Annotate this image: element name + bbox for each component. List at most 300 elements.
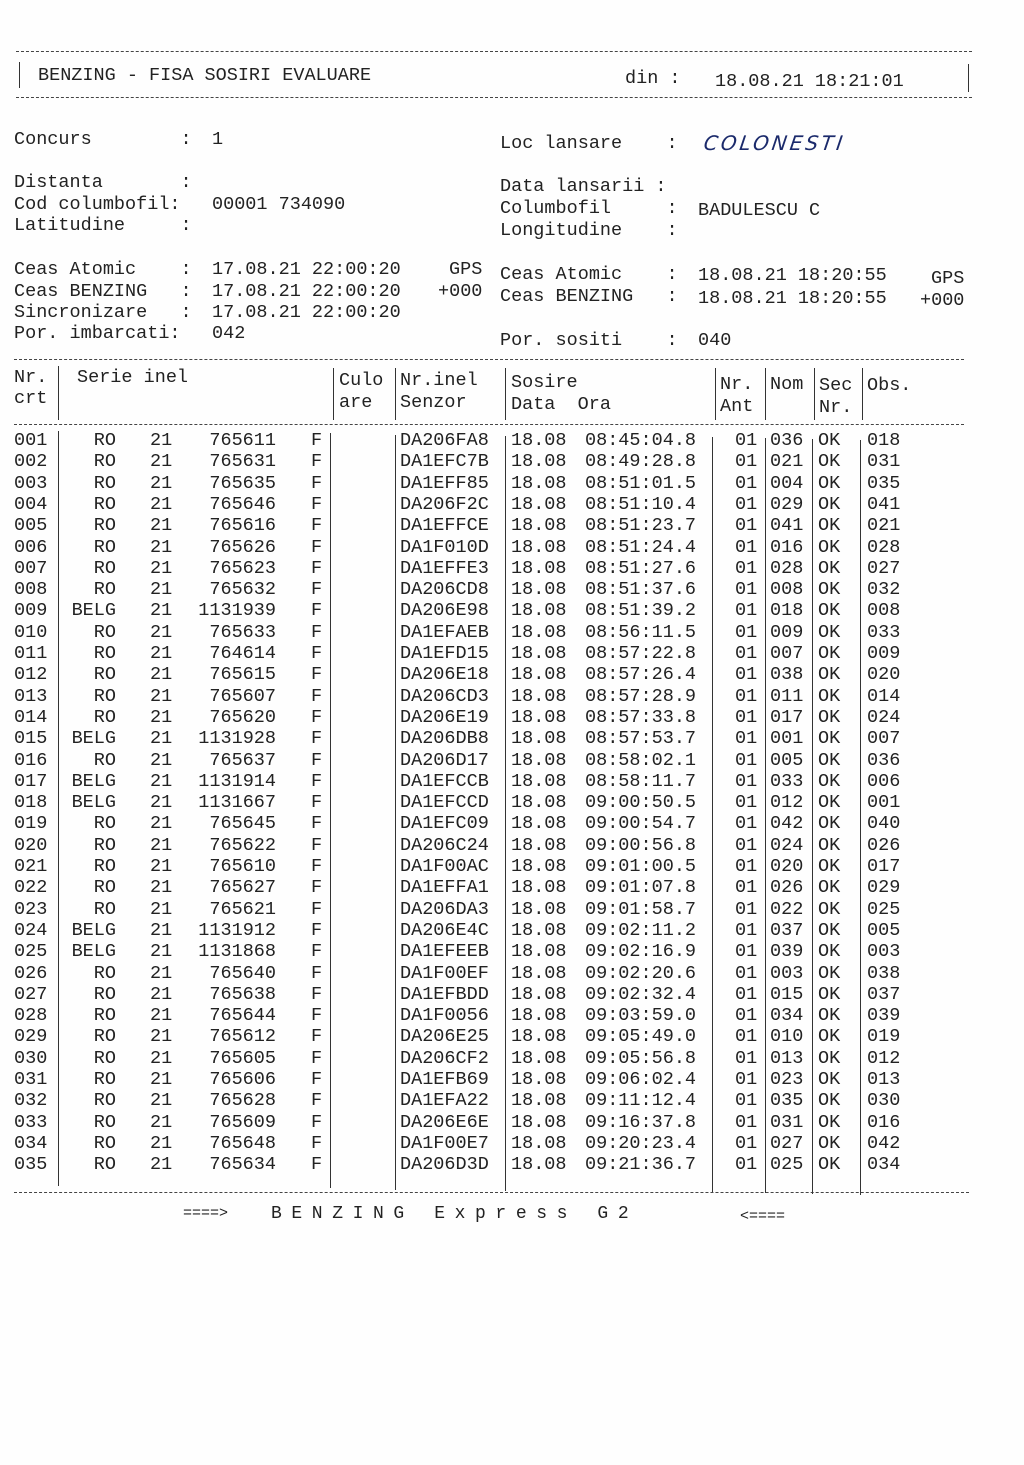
- cell-an: 21: [150, 983, 173, 1005]
- cell-tara: BELG: [71, 792, 116, 814]
- cell-inel: 765605: [209, 1047, 276, 1069]
- cell-nom: 004: [770, 472, 804, 494]
- cell-an: 21: [150, 600, 173, 622]
- cell-senzor: DA206D17: [400, 749, 489, 771]
- cell-obs: 030: [867, 1090, 901, 1112]
- cell-inel: 765633: [209, 621, 276, 643]
- cell-sec: OK: [818, 557, 841, 579]
- cell-senzor: DA206D3D: [400, 1154, 489, 1176]
- cell-sec: OK: [818, 834, 841, 856]
- cell-nom: 016: [770, 536, 804, 558]
- ceas-benzing-start-label: Ceas BENZING :: [14, 281, 192, 302]
- col-line-nom: [814, 368, 815, 420]
- cell-sec: OK: [818, 813, 841, 835]
- cell-tara: RO: [93, 557, 116, 579]
- cell-senzor: DA1EFFE3: [400, 557, 489, 579]
- cell-senzor: DA206E18: [400, 664, 489, 686]
- cell-obs: 027: [867, 557, 901, 579]
- table-row: [0, 899, 1000, 920]
- cell-ora: 08:57:53.7: [585, 728, 697, 750]
- cell-an: 21: [150, 1047, 173, 1069]
- cell-sex: F: [311, 962, 323, 984]
- cell-sex: F: [311, 685, 323, 707]
- cod-columbofil-value: 00001 734090: [212, 194, 346, 215]
- cell-sex: F: [311, 1069, 323, 1090]
- cell-sec: OK: [818, 621, 841, 643]
- cell-data: 18.08: [511, 813, 567, 835]
- cell-ant: 01: [735, 557, 758, 579]
- cell-an: 21: [150, 706, 173, 728]
- table-row: [0, 1069, 1000, 1090]
- distanta-label: Distanta :: [14, 172, 192, 193]
- table-top-border: [14, 359, 964, 360]
- cell-tara: BELG: [71, 770, 116, 792]
- cell-obs: 035: [867, 472, 901, 494]
- cell-senzor: DA206CF2: [400, 1047, 489, 1069]
- cell-tara: RO: [93, 1111, 116, 1133]
- cell-inel: 765620: [209, 706, 276, 728]
- cell-an: 21: [150, 536, 173, 558]
- table-row: [0, 877, 1000, 898]
- footer-brand: BENZING Express G2: [271, 1204, 639, 1224]
- cell-nr: 015: [14, 728, 48, 750]
- cell-tara: RO: [93, 536, 116, 558]
- cell-nr: 024: [14, 919, 48, 941]
- cell-nom: 038: [770, 664, 804, 686]
- cell-sec: OK: [818, 1111, 841, 1133]
- col-line-culo-left: [333, 368, 334, 420]
- cell-senzor: DA206F2C: [400, 493, 489, 515]
- cell-ant: 01: [735, 664, 758, 686]
- cell-nr: 001: [14, 430, 48, 451]
- cell-nom: 009: [770, 621, 804, 643]
- loc-lansare-handwritten: COLONESTI: [702, 131, 848, 155]
- table-row: [0, 941, 1000, 962]
- cell-sex: F: [311, 770, 323, 792]
- cell-ant: 01: [735, 1005, 758, 1027]
- cell-ant: 01: [735, 749, 758, 771]
- table-row: [0, 1112, 1000, 1133]
- cell-tara: RO: [93, 834, 116, 856]
- cell-ora: 08:57:26.4: [585, 664, 697, 686]
- cell-nr: 031: [14, 1069, 48, 1090]
- cell-tara: RO: [93, 1090, 116, 1112]
- cell-ora: 08:56:11.5: [585, 621, 697, 643]
- document-title: BENZING - FISA SOSIRI EVALUARE: [38, 65, 372, 86]
- cell-ant: 01: [735, 1090, 758, 1112]
- cell-sec: OK: [818, 536, 841, 558]
- cell-sec: OK: [818, 1047, 841, 1069]
- cell-nom: 012: [770, 792, 804, 814]
- cell-sec: OK: [818, 941, 841, 963]
- cell-sex: F: [311, 941, 323, 963]
- header-sec-line2: Nr.: [819, 397, 853, 418]
- table-row: [0, 920, 1000, 941]
- cell-obs: 038: [867, 962, 901, 984]
- cell-sec: OK: [818, 728, 841, 750]
- cell-tara: RO: [93, 983, 116, 1005]
- cell-senzor: DA1EFF85: [400, 472, 489, 494]
- cell-sex: F: [311, 579, 323, 601]
- cell-tara: RO: [93, 579, 116, 601]
- cell-nr: 027: [14, 983, 48, 1005]
- cell-ant: 01: [735, 451, 758, 473]
- columbofil-label: Columbofil :: [500, 198, 678, 219]
- cell-inel: 765632: [209, 579, 276, 601]
- cell-senzor: DA1EFD15: [400, 643, 489, 664]
- concurs-label: Concurs :: [14, 129, 192, 150]
- cell-data: 18.08: [511, 856, 567, 877]
- cell-inel: 765646: [209, 493, 276, 515]
- cell-nom: 027: [770, 1132, 804, 1154]
- cell-nom: 001: [770, 728, 804, 750]
- table-row: [0, 750, 1000, 771]
- header-nrinel-line2: Senzor: [400, 392, 467, 413]
- cell-nr: 019: [14, 813, 48, 835]
- cell-senzor: DA1F00E7: [400, 1132, 489, 1154]
- cell-ora: 08:51:39.2: [585, 600, 697, 622]
- table-row: [0, 813, 1000, 834]
- cell-nr: 032: [14, 1090, 48, 1112]
- cell-sex: F: [311, 430, 323, 451]
- cell-senzor: DA206DB8: [400, 728, 489, 750]
- cell-nr: 012: [14, 664, 48, 686]
- table-row: [0, 835, 1000, 856]
- cell-inel: 765609: [209, 1111, 276, 1133]
- cell-an: 21: [150, 579, 173, 601]
- cell-obs: 012: [867, 1047, 901, 1069]
- cell-obs: 026: [867, 834, 901, 856]
- cell-senzor: DA1EFBDD: [400, 983, 489, 1005]
- cell-an: 21: [150, 451, 173, 473]
- cell-inel: 765626: [209, 536, 276, 558]
- cell-an: 21: [150, 515, 173, 537]
- cell-nom: 039: [770, 941, 804, 963]
- ceas-atomic-start-value: 17.08.21 22:00:20: [212, 259, 401, 280]
- ceas-atomic-start-label: Ceas Atomic :: [14, 259, 192, 280]
- cell-tara: RO: [93, 664, 116, 686]
- cell-ora: 08:51:23.7: [585, 515, 697, 537]
- table-row: [0, 963, 1000, 984]
- cell-sec: OK: [818, 600, 841, 622]
- header-nr-line2: crt: [14, 388, 48, 409]
- cell-an: 21: [150, 557, 173, 579]
- cell-tara: RO: [93, 898, 116, 920]
- cell-ant: 01: [735, 1026, 758, 1048]
- header-culoare-line2: are: [339, 392, 373, 413]
- ceas-benzing-end-label: Ceas BENZING :: [500, 286, 678, 307]
- cell-data: 18.08: [511, 1090, 567, 1112]
- cell-senzor: DA1EFC09: [400, 813, 489, 835]
- cell-ant: 01: [735, 600, 758, 622]
- cell-data: 18.08: [511, 877, 567, 899]
- cell-inel: 765637: [209, 749, 276, 771]
- cell-obs: 007: [867, 728, 901, 750]
- cell-nom: 022: [770, 898, 804, 920]
- cell-nom: 042: [770, 813, 804, 835]
- cell-nom: 020: [770, 856, 804, 877]
- cell-obs: 020: [867, 664, 901, 686]
- cell-data: 18.08: [511, 1005, 567, 1027]
- cell-sec: OK: [818, 749, 841, 771]
- table-row: [0, 494, 1000, 515]
- cell-data: 18.08: [511, 983, 567, 1005]
- ceas-benzing-end-suffix: +000: [920, 290, 965, 311]
- cell-an: 21: [150, 941, 173, 963]
- table-header-bottom-border: [14, 424, 964, 425]
- cell-sec: OK: [818, 472, 841, 494]
- cell-ora: 09:21:36.7: [585, 1154, 697, 1176]
- cell-nom: 033: [770, 770, 804, 792]
- cell-data: 18.08: [511, 472, 567, 494]
- cell-sex: F: [311, 664, 323, 686]
- cell-tara: RO: [93, 621, 116, 643]
- cell-obs: 033: [867, 621, 901, 643]
- cell-inel: 765631: [209, 451, 276, 473]
- cell-nom: 005: [770, 749, 804, 771]
- header-sec-line1: Sec: [819, 375, 853, 396]
- col-line-sec: [862, 368, 863, 420]
- table-row: [0, 622, 1000, 643]
- cell-an: 21: [150, 1090, 173, 1112]
- cell-nr: 005: [14, 515, 48, 537]
- table-row: [0, 771, 1000, 792]
- cell-sec: OK: [818, 515, 841, 537]
- cell-ora: 09:00:54.7: [585, 813, 697, 835]
- cell-ora: 08:51:10.4: [585, 493, 697, 515]
- table-row: [0, 792, 1000, 813]
- cell-inel: 765615: [209, 664, 276, 686]
- cell-inel: 765627: [209, 877, 276, 899]
- cell-senzor: DA1EFCCB: [400, 770, 489, 792]
- cell-nr: 007: [14, 557, 48, 579]
- cell-nom: 010: [770, 1026, 804, 1048]
- cell-obs: 018: [867, 430, 901, 451]
- cell-senzor: DA1EFFA1: [400, 877, 489, 899]
- cell-data: 18.08: [511, 579, 567, 601]
- cell-obs: 014: [867, 685, 901, 707]
- cell-obs: 008: [867, 600, 901, 622]
- cell-sec: OK: [818, 579, 841, 601]
- cell-an: 21: [150, 898, 173, 920]
- cell-inel: 765606: [209, 1069, 276, 1090]
- cell-sec: OK: [818, 877, 841, 899]
- columbofil-value: BADULESCU C: [698, 200, 821, 221]
- cell-nr: 003: [14, 472, 48, 494]
- cell-nr: 028: [14, 1005, 48, 1027]
- cell-ant: 01: [735, 472, 758, 494]
- ceas-atomic-end-value: 18.08.21 18:20:55: [698, 265, 887, 286]
- cell-sec: OK: [818, 706, 841, 728]
- cell-obs: 009: [867, 643, 901, 664]
- cell-ora: 08:49:28.8: [585, 451, 697, 473]
- imbarcati-label: Por. imbarcati:: [14, 323, 181, 344]
- cell-obs: 024: [867, 706, 901, 728]
- cell-nom: 037: [770, 919, 804, 941]
- cell-senzor: DA206FA8: [400, 430, 489, 451]
- cell-tara: BELG: [71, 941, 116, 963]
- header-top-border: [16, 51, 972, 52]
- header-sosire-line2: Data Ora: [511, 394, 611, 415]
- header-ant-line2: Ant: [720, 396, 754, 417]
- cell-sec: OK: [818, 1005, 841, 1027]
- cell-ant: 01: [735, 919, 758, 941]
- table-row: [0, 707, 1000, 728]
- cell-tara: RO: [93, 493, 116, 515]
- header-right-border: [968, 64, 969, 92]
- cell-nr: 014: [14, 706, 48, 728]
- cell-inel: 765607: [209, 685, 276, 707]
- cell-an: 21: [150, 1132, 173, 1154]
- cell-tara: RO: [93, 643, 116, 664]
- cell-data: 18.08: [511, 1111, 567, 1133]
- loc-lansare-label: Loc lansare :: [500, 133, 678, 154]
- cell-ant: 01: [735, 643, 758, 664]
- cell-sex: F: [311, 1111, 323, 1133]
- cell-obs: 003: [867, 941, 901, 963]
- cell-sex: F: [311, 813, 323, 835]
- cell-nom: 007: [770, 643, 804, 664]
- din-value: 18.08.21 18:21:01: [715, 71, 904, 92]
- cell-data: 18.08: [511, 898, 567, 920]
- cell-data: 18.08: [511, 941, 567, 963]
- cell-ant: 01: [735, 834, 758, 856]
- cell-ant: 01: [735, 983, 758, 1005]
- cell-senzor: DA206C24: [400, 834, 489, 856]
- cell-nom: 041: [770, 515, 804, 537]
- cell-sec: OK: [818, 430, 841, 451]
- cell-inel: 765648: [209, 1132, 276, 1154]
- cell-sex: F: [311, 749, 323, 771]
- cell-senzor: DA1EFB69: [400, 1069, 489, 1090]
- cell-an: 21: [150, 792, 173, 814]
- cell-ant: 01: [735, 621, 758, 643]
- cell-obs: 036: [867, 749, 901, 771]
- cell-nr: 021: [14, 856, 48, 877]
- cell-data: 18.08: [511, 664, 567, 686]
- cell-tara: RO: [93, 856, 116, 877]
- cell-ora: 09:20:23.4: [585, 1132, 697, 1154]
- cell-nom: 017: [770, 706, 804, 728]
- cell-ant: 01: [735, 1154, 758, 1176]
- cell-tara: RO: [93, 515, 116, 537]
- cell-an: 21: [150, 1154, 173, 1176]
- cell-data: 18.08: [511, 451, 567, 473]
- cell-senzor: DA1EFEEB: [400, 941, 489, 963]
- cell-inel: 1131912: [198, 919, 276, 941]
- cell-inel: 765635: [209, 472, 276, 494]
- cell-sex: F: [311, 472, 323, 494]
- table-row: [0, 728, 1000, 749]
- cell-senzor: DA206E25: [400, 1026, 489, 1048]
- cell-nr: 029: [14, 1026, 48, 1048]
- cell-obs: 013: [867, 1069, 901, 1090]
- cell-ora: 09:16:37.8: [585, 1111, 697, 1133]
- cell-an: 21: [150, 728, 173, 750]
- table-row: [0, 1090, 1000, 1111]
- table-row: [0, 537, 1000, 558]
- cell-nr: 034: [14, 1132, 48, 1154]
- cell-ant: 01: [735, 1111, 758, 1133]
- cell-ora: 08:57:33.8: [585, 706, 697, 728]
- cell-sex: F: [311, 834, 323, 856]
- cell-sex: F: [311, 536, 323, 558]
- cell-nom: 028: [770, 557, 804, 579]
- cell-ora: 08:58:11.7: [585, 770, 697, 792]
- cell-sex: F: [311, 600, 323, 622]
- cell-senzor: DA206CD8: [400, 579, 489, 601]
- cell-senzor: DA1EFA22: [400, 1090, 489, 1112]
- cell-data: 18.08: [511, 706, 567, 728]
- ceas-benzing-start-suffix: +000: [438, 281, 483, 302]
- cell-tara: BELG: [71, 919, 116, 941]
- cell-tara: BELG: [71, 600, 116, 622]
- sincronizare-label: Sincronizare :: [14, 302, 192, 323]
- cell-tara: RO: [93, 685, 116, 707]
- cell-nom: 011: [770, 685, 804, 707]
- table-row: [0, 1048, 1000, 1069]
- cell-sex: F: [311, 898, 323, 920]
- cell-senzor: DA1EFC7B: [400, 451, 489, 473]
- cell-inel: 765634: [209, 1154, 276, 1176]
- cell-ant: 01: [735, 706, 758, 728]
- cell-obs: 006: [867, 770, 901, 792]
- col-line-nr: [58, 366, 59, 420]
- longitudine-label: Longitudine :: [500, 220, 678, 241]
- cell-inel: 765621: [209, 898, 276, 920]
- cell-ant: 01: [735, 536, 758, 558]
- cell-ant: 01: [735, 1047, 758, 1069]
- cell-tara: RO: [93, 1005, 116, 1027]
- table-row: [0, 1154, 1000, 1175]
- cell-obs: 016: [867, 1111, 901, 1133]
- cell-nom: 029: [770, 493, 804, 515]
- col-line-culo-right: [395, 368, 396, 420]
- cell-nr: 011: [14, 643, 48, 664]
- cell-obs: 025: [867, 898, 901, 920]
- imbarcati-value: 042: [212, 323, 246, 344]
- cell-senzor: DA1EFCCD: [400, 792, 489, 814]
- cell-sex: F: [311, 983, 323, 1005]
- cell-sec: OK: [818, 643, 841, 664]
- cell-sec: OK: [818, 1026, 841, 1048]
- cell-an: 21: [150, 1111, 173, 1133]
- header-nrinel-line1: Nr.inel: [400, 370, 478, 391]
- cell-sec: OK: [818, 1069, 841, 1090]
- cell-nom: 003: [770, 962, 804, 984]
- ceas-benzing-end-value: 18.08.21 18:20:55: [698, 288, 887, 309]
- cell-obs: 019: [867, 1026, 901, 1048]
- table-row: [0, 1026, 1000, 1047]
- cell-ora: 08:51:01.5: [585, 472, 697, 494]
- cell-obs: 001: [867, 792, 901, 814]
- cell-senzor: DA1F010D: [400, 536, 489, 558]
- cell-nom: 036: [770, 430, 804, 451]
- cell-nr: 026: [14, 962, 48, 984]
- cell-nom: 025: [770, 1154, 804, 1176]
- table-row: [0, 1133, 1000, 1154]
- cell-senzor: DA1F00EF: [400, 962, 489, 984]
- header-nom: Nom: [770, 374, 804, 395]
- cell-ora: 08:51:24.4: [585, 536, 697, 558]
- cell-ora: 09:01:58.7: [585, 898, 697, 920]
- cell-nom: 031: [770, 1111, 804, 1133]
- table-row: [0, 473, 1000, 494]
- cell-sec: OK: [818, 493, 841, 515]
- cell-an: 21: [150, 877, 173, 899]
- cell-ant: 01: [735, 430, 758, 451]
- cell-nr: 002: [14, 451, 48, 473]
